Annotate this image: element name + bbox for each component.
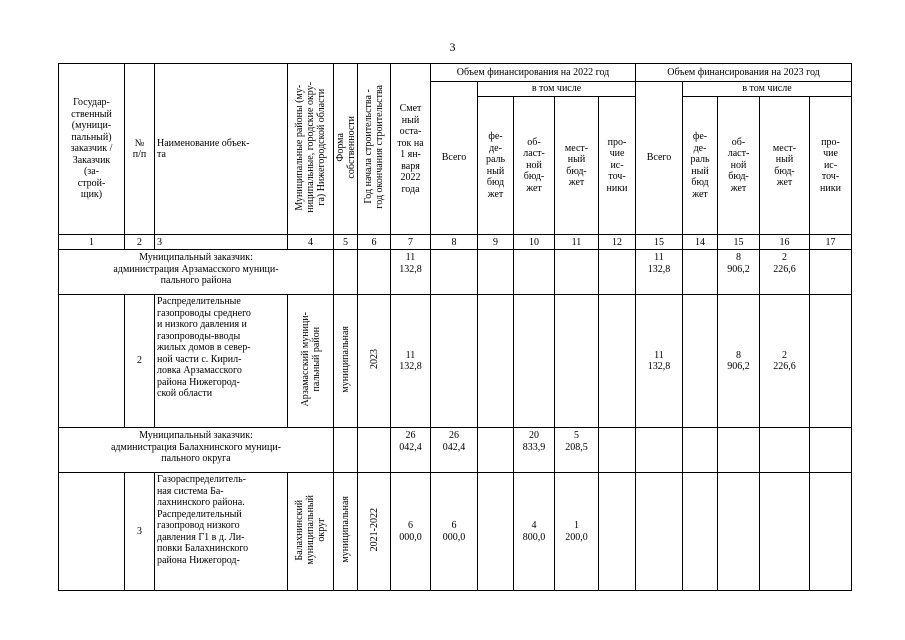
object-name: Распределительные газопроводы среднего и низкого давления и газопроводы-вводы жилых домов в север- ной части с. Кирил- ловка Арзамасского района Нижегород- ской области [155, 295, 288, 428]
object-ownership: муниципальная [334, 295, 358, 428]
empty-cell [358, 250, 391, 295]
value-2022-total: 26 042,4 [431, 428, 478, 473]
value-2023-federal [683, 473, 718, 591]
empty-cell [358, 428, 391, 473]
value-estimate: 6 000,0 [391, 473, 431, 591]
object-ownership: муниципальная [334, 473, 358, 591]
col-number: 15 [718, 235, 760, 250]
value-2022-local [555, 250, 599, 295]
value-2023-regional [718, 428, 760, 473]
header-number: № п/п [125, 64, 155, 235]
col-number: 14 [683, 235, 718, 250]
object-name: Газораспределитель- ная система Ба- лахнинского района. Распределительный газопровод низкого давления Г1 в д. Ли- повки Балахнинского района Нижегород- [155, 473, 288, 591]
value-2022-other [599, 473, 636, 591]
col-number: 3 [155, 235, 288, 250]
object-district: Балахнинский муниципальный округ [288, 473, 334, 591]
col-number: 12 [599, 235, 636, 250]
col-number: 10 [514, 235, 555, 250]
value-2023-regional: 8 906,2 [718, 295, 760, 428]
header-row-1 [59, 64, 852, 82]
header-2023-other: про- чие ис- точ- ники [810, 97, 852, 235]
header-financing-2023: Объем финансирования на 2023 год [636, 64, 852, 82]
object-district: Арзамасский муници- пальный район [288, 295, 334, 428]
customer-name: Муниципальный заказчик: администрация Балахнинского муници- пального округа [59, 428, 334, 473]
value-estimate: 26 042,4 [391, 428, 431, 473]
value-2022-local: 5 208,5 [555, 428, 599, 473]
value-2022-regional: 4 800,0 [514, 473, 555, 591]
value-2023-federal [683, 428, 718, 473]
value-2023-regional [718, 473, 760, 591]
col-number: 4 [288, 235, 334, 250]
value-2023-local [760, 428, 810, 473]
col-number: 17 [810, 235, 852, 250]
header-district: Муниципальные районы (му- ниципальные, городские окру- га) Нижегородской области [288, 64, 334, 235]
header-2022-total: Всего [431, 82, 478, 235]
col-number: 2 [125, 235, 155, 250]
object-years: 2023 [358, 295, 391, 428]
header-financing-2022: Объем финансирования на 2022 год [431, 64, 636, 82]
col-number: 15 [636, 235, 683, 250]
col-number: 8 [431, 235, 478, 250]
header-2023-total: Всего [636, 82, 683, 235]
empty-cell [334, 428, 358, 473]
header-2022-regional: об- ласт- ной бюд- жет [514, 97, 555, 235]
object-number: 3 [125, 473, 155, 591]
value-2022-federal [478, 473, 514, 591]
value-2023-local [760, 473, 810, 591]
object-row [59, 473, 852, 591]
value-2022-local [555, 295, 599, 428]
financing-table [58, 63, 852, 591]
value-2023-other [810, 295, 852, 428]
col-number: 11 [555, 235, 599, 250]
header-2022-local: мест- ный бюд- жет [555, 97, 599, 235]
header-customer: Государ- ственный (муници- пальный) заказчик / Заказчик (за- строй- щик) [59, 64, 125, 235]
value-2022-other [599, 295, 636, 428]
value-2022-federal [478, 295, 514, 428]
object-number: 2 [125, 295, 155, 428]
value-2022-regional [514, 295, 555, 428]
header-2023-including: в том числе [683, 82, 852, 97]
value-estimate: 11 132,8 [391, 250, 431, 295]
header-2023-regional: об- ласт- ной бюд- жет [718, 97, 760, 235]
empty-cell [59, 295, 125, 428]
header-2022-including: в том числе [478, 82, 636, 97]
col-number: 9 [478, 235, 514, 250]
col-number: 16 [760, 235, 810, 250]
value-2023-federal [683, 250, 718, 295]
value-2023-other [810, 473, 852, 591]
value-2022-other [599, 428, 636, 473]
value-2023-local: 2 226,6 [760, 295, 810, 428]
value-2022-regional: 20 833,9 [514, 428, 555, 473]
value-2022-total: 6 000,0 [431, 473, 478, 591]
value-2022-total [431, 250, 478, 295]
customer-row [59, 250, 852, 295]
value-2022-total [431, 295, 478, 428]
value-2023-other [810, 250, 852, 295]
value-2022-regional [514, 250, 555, 295]
value-2023-other [810, 428, 852, 473]
col-number: 5 [334, 235, 358, 250]
header-2023-local: мест- ный бюд- жет [760, 97, 810, 235]
value-2022-federal [478, 250, 514, 295]
empty-cell [334, 250, 358, 295]
header-object-name: Наименование объек- та [155, 64, 288, 235]
col-number: 7 [391, 235, 431, 250]
value-2022-federal [478, 428, 514, 473]
header-2023-federal: фе- де- раль ный бюд жет [683, 97, 718, 235]
col-number: 6 [358, 235, 391, 250]
value-2023-total [636, 428, 683, 473]
empty-cell [59, 473, 125, 591]
page-number: 3 [449, 40, 456, 54]
header-ownership: Форма собственности [334, 64, 358, 235]
value-2023-local: 2 226,6 [760, 250, 810, 295]
value-2022-other [599, 250, 636, 295]
value-2023-regional: 8 906,2 [718, 250, 760, 295]
column-numbers-row [59, 235, 852, 250]
value-2023-total [636, 473, 683, 591]
object-row [59, 295, 852, 428]
customer-row [59, 428, 852, 473]
value-2023-federal [683, 295, 718, 428]
value-2023-total: 11 132,8 [636, 295, 683, 428]
value-estimate: 11 132,8 [391, 295, 431, 428]
object-years: 2021-2022 [358, 473, 391, 591]
header-estimate-balance: Смет ный остa- ток на 1 ян- варя 2022 года [391, 64, 431, 235]
header-years: Год начала строительства - год окончания строительства [358, 64, 391, 235]
header-2022-other: про- чие ис- точ- ники [599, 97, 636, 235]
value-2022-local: 1 200,0 [555, 473, 599, 591]
header-2022-federal: фе- де- раль ный бюд жет [478, 97, 514, 235]
value-2023-total: 11 132,8 [636, 250, 683, 295]
customer-name: Муниципальный заказчик: администрация Арзамасского муници- пального района [59, 250, 334, 295]
col-number: 1 [59, 235, 125, 250]
